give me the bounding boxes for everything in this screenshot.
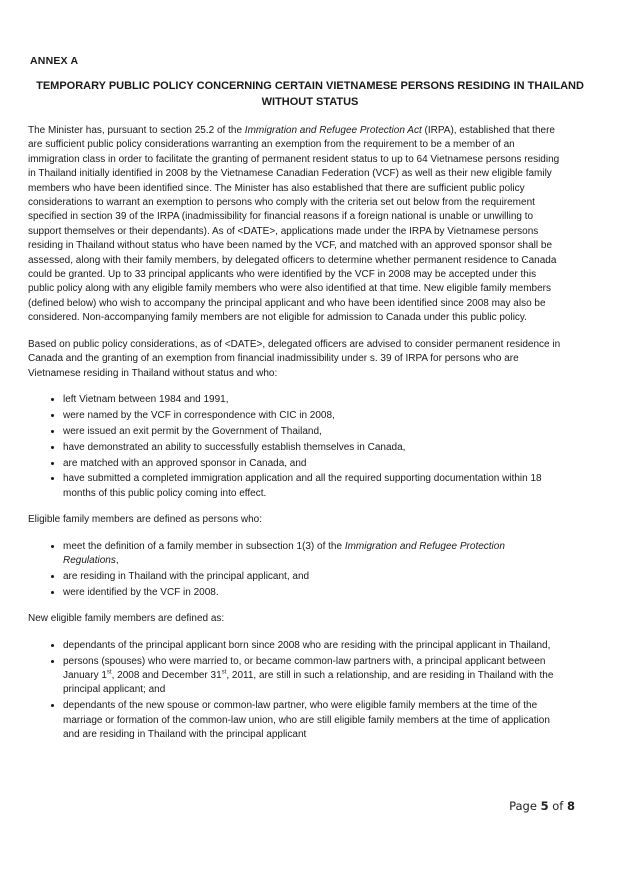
new-eligible-family-list — [28, 639, 562, 743]
eligible-family-list — [28, 540, 562, 601]
criteria-item: • have demonstrated an ability to successfully establish themselves in Canada, — [63, 441, 562, 455]
regulations-name: Immigration and Refugee Protection Regulations — [63, 540, 505, 567]
act-name: Immigration and Refugee Protection Act — [244, 125, 422, 136]
criteria-item: • were issued an exit permit by the Government of Thailand, — [63, 425, 562, 439]
document-title: TEMPORARY PUBLIC POLICY CONCERNING CERTAIN VIETNAMESE PERSONS RESIDING IN THAILAND WITHOUT STATUS — [36, 80, 584, 108]
criteria-item: • are matched with an approved sponsor in Canada, and — [63, 457, 562, 471]
intro-paragraph: The Minister has, pursuant to section 25.2 of the Immigration and Refugee Protection Act (IRPA), established that there are sufficient public policy considerations warranting an exemption from the requirement to be a member of an immigration class in order to facilitate the granting of permanent resident status to up to 64 Vietnamese persons residing in Thailand initially identified in 2008 by the Vietnamese Canadian Federation (VCF) as well as their new eligible family members who have been identified since. The Minister has also established that there are sufficient public policy considerations to warrant an exemption to persons who comply with the criteria set out below from the requirement specified in section 39 of the IRPA (inadmissibility for financial reasons if a foreign national is unable or unwilling to support themselves or their dependants). As of <DATE>, applications made under the IRPA by Vietnamese persons residing in Thailand without status who have been named by the VCF, and matched with an approved sponsor shall be assessed, along with their family members, by delegated officers to determine whether permanent residence to Canada could be granted. Up to 33 principal applicants who were identified by the VCF in 2008 may be accepted under this public policy along with any eligible family members who were also identified at that time. New eligible family members (defined below) who wish to accompany the principal applicant and who have been identified since 2008 may also be considered. Non-accompanying family members are not eligible for admission to Canada under this public policy. — [28, 125, 560, 324]
document-body — [28, 124, 562, 755]
page-number: Page 5 of 8 — [509, 799, 575, 813]
considerations-paragraph: Based on public policy considerations, as of <DATE>, delegated officers are advised to consider permanent residence in Canada and the granting of an exemption from financial inadmissibility under s. 39 of IRPA for persons who are Vietnamese residing in Thailand without status and who: — [28, 338, 561, 379]
eligible-family-item: • are residing in Thailand with the principal applicant, and — [63, 570, 562, 584]
new-family-item: • dependants of the new spouse or common-law partner, who were eligible family members at the time of the marriage or formation of the common-law union, who are still eligible family members at the time of application and are residing in Thailand with the principal applicant — [63, 699, 562, 742]
criteria-item: • have submitted a completed immigration application and all the required supporting documentation within 18 months of this public policy coming into effect. — [63, 472, 562, 501]
criteria-list — [28, 393, 562, 501]
eligible-family-heading: Eligible family members are defined as persons who: — [28, 514, 262, 526]
criteria-item: • left Vietnam between 1984 and 1991, — [63, 393, 562, 407]
eligible-family-item: • were identified by the VCF in 2008. — [63, 586, 562, 600]
new-family-item: • dependants of the principal applicant born since 2008 who are residing with the principal applicant in Thailand, — [63, 639, 562, 653]
new-family-item: • persons (spouses) who were married to, or became common-law partners with, a principal applicant between January 1st, 2008 and December 31st, 2011, are still in such a relationship, and are residing in Thailand with the principal applicant; and — [63, 655, 562, 698]
eligible-family-item: • meet the definition of a family member in subsection 1(3) of the Immigration and Refugee Protection Regulations, — [63, 540, 562, 569]
new-eligible-family-heading: New eligible family members are defined as: — [28, 613, 225, 625]
annex-label: ANNEX A — [30, 55, 79, 67]
criteria-item: • were named by the VCF in correspondence with CIC in 2008, — [63, 409, 562, 423]
